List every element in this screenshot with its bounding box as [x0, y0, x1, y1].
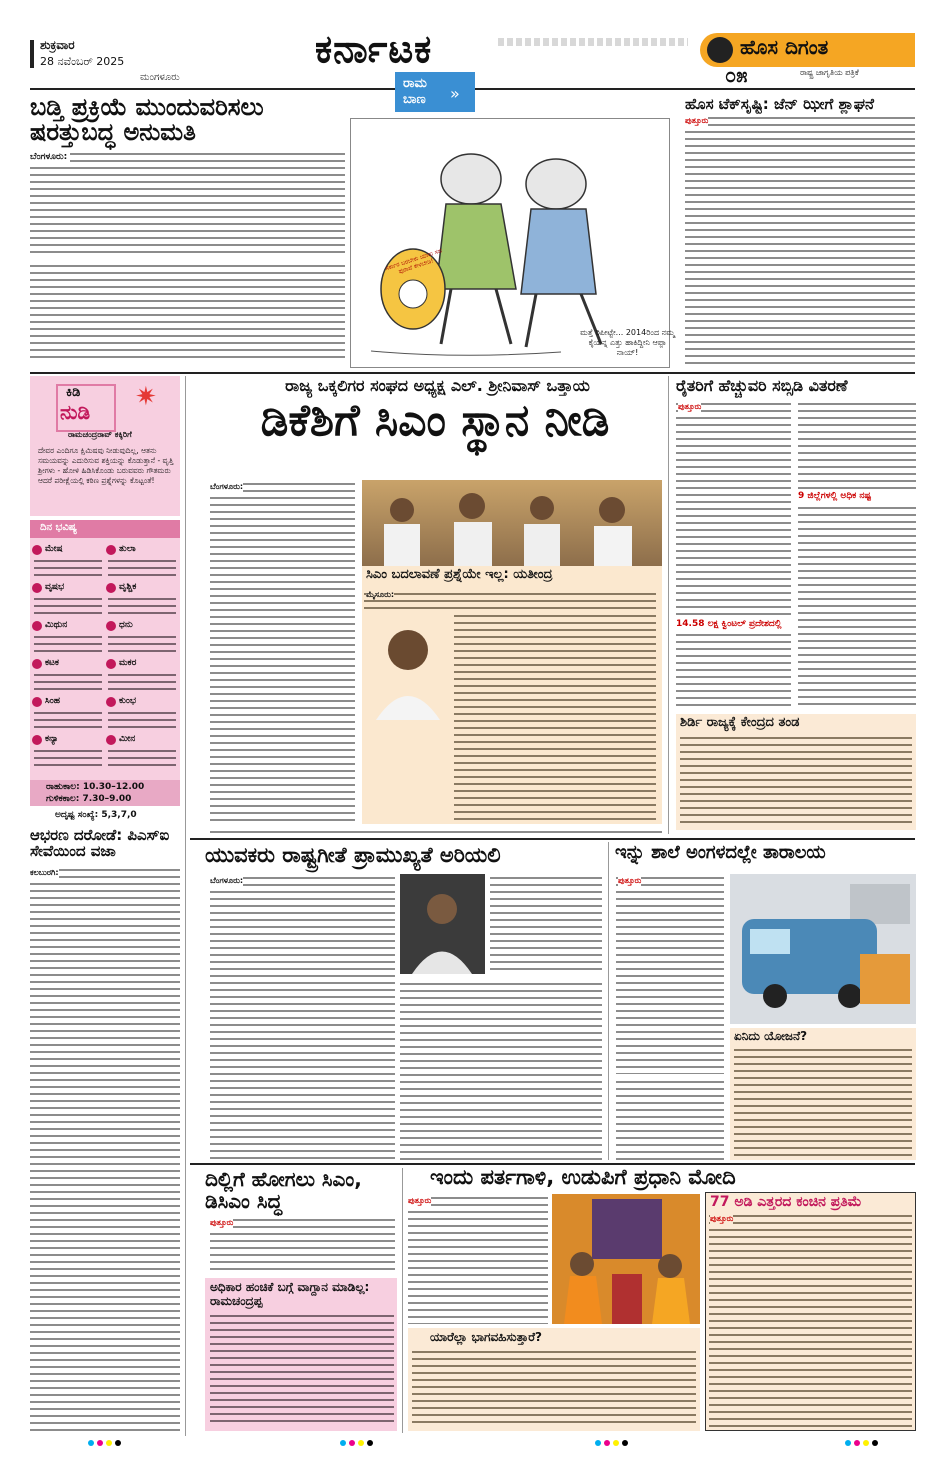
horoscope-sign-name: ಕನ್ಯಾ — [45, 734, 59, 744]
yathindra-body — [454, 612, 656, 822]
anthem-body-col2a — [490, 874, 602, 974]
horoscope-sign-name: ಮಕರ — [119, 658, 137, 668]
participants-body — [412, 1348, 696, 1428]
row-rule-1 — [30, 372, 915, 374]
horoscope-sign-name: ಮೇಷ — [45, 544, 63, 554]
scheme-body — [734, 1046, 912, 1158]
zodiac-icon — [32, 659, 42, 669]
horoscope-sign-name: ಮೀನ — [119, 734, 136, 744]
color-marks-3 — [595, 1440, 628, 1446]
horoscope-text — [108, 595, 176, 617]
horoscope-sign-name: ವೃಶ್ಚಿಕ — [119, 582, 137, 592]
delhi-body — [210, 1216, 395, 1274]
color-marks-1 — [88, 1440, 121, 1446]
col-divider-right — [668, 376, 669, 834]
modi-body — [408, 1194, 548, 1324]
logo-emblem-icon — [707, 37, 733, 63]
planetarium-van-image — [730, 874, 916, 1024]
horoscope-sign-name: ತುಲಾ — [119, 544, 136, 554]
dks-caption-lines — [210, 828, 662, 836]
cartoon-speech: ಮತ್ತೆ ರಿಪೀಟ್ಟೇ... 2014ರಿಂದ ನಮ್ಮ ಕೈಯನ್ನ ಎತ್ತು ಹಾಕಿದ್ದೀನಿ ಆಪ್ಪಾ ನಾಯ್! — [580, 328, 675, 357]
fertilizer-subhead2: 9 ಜಿಲ್ಲೆಗಳಲ್ಲಿ ಅಧಿಕ ನಷ್ಟ — [798, 491, 872, 501]
masthead-day: ಶುಕ್ರವಾರ — [40, 38, 75, 52]
team-body — [680, 734, 912, 828]
horoscope-text — [108, 671, 176, 693]
horoscope-sign — [106, 658, 178, 696]
horoscope-text — [108, 709, 176, 731]
anthem-headline: ಯುವಕರು ರಾಷ್ಟ್ರಗೀತೆ ಪ್ರಾಮುಖ್ಯತೆ ಅರಿಯಲಿ — [205, 843, 501, 867]
jewel-body — [30, 866, 180, 1431]
participants-title: ಯಾರೆಲ್ಲಾ ಭಾಗವಹಿಸುತ್ತಾರೆ? — [430, 1330, 542, 1344]
delhi-sub-body — [210, 1312, 394, 1427]
horoscope-sign — [32, 696, 104, 734]
ramabana-label: ರಾಮ ಬಾಣ — [403, 76, 427, 107]
col-divider-modi — [402, 1168, 403, 1433]
col-divider-plan — [608, 842, 609, 1160]
yathindra-headline: ಸಿಎಂ ಬದಲಾವಣೆ ಪ್ರಶ್ನೆಯೇ ಇಲ್ಲ: ಯತೀಂದ್ರ — [366, 567, 553, 582]
anthem-dateline: ಬೆಂಗಳೂರು: — [210, 876, 244, 885]
anthem-body-col2b — [400, 980, 602, 1160]
dks-photo-figures — [362, 480, 662, 566]
color-marks-2 — [340, 1440, 373, 1446]
zodiac-icon — [106, 545, 116, 555]
cartoon-placard-text: ಸರ್ಕಾರ ಬರಬೇಕು ಯಾರು ಸಹ ಪುರಾವೆ ಕೇಳಬೇಡಿ! — [384, 247, 443, 276]
modi-dateline: ಪುತ್ತೂರು — [408, 1196, 432, 1205]
modi-headline: ಇಂದು ಪರ್ತಗಾಳಿ, ಉಡುಪಿಗೆ ಪ್ರಧಾನಿ ಮೋದಿ — [430, 1165, 736, 1189]
zodiac-icon — [32, 697, 42, 707]
delhi-sub-headline: ಅಧಿಕಾರ ಹಂಚಿಕೆ ಬಗ್ಗೆ ವಾಗ್ದಾನ ಮಾಡಿಲ್ಲ: ರಾಮಚಂದ್ರಪ್ಪ — [210, 1280, 370, 1309]
horoscope-text — [108, 747, 176, 769]
fertilizer-dateline: ಪುತ್ತೂರು — [678, 402, 702, 411]
horoscope-sign — [32, 734, 104, 772]
horoscope-text — [108, 557, 176, 579]
modi-temple-image — [552, 1194, 700, 1324]
kidi-subtitle: ನುಡಿ — [60, 400, 91, 424]
horoscope-sign-name: ಮಿಥುನ — [45, 620, 68, 630]
paper-tagline: ರಾಷ್ಟ್ರ ಜಾಗೃತಿಯ ಪತ್ರಿಕೆ — [800, 68, 859, 77]
anthem-speaker-portrait — [400, 874, 485, 974]
gulikakala: ಗುಳಿಕಕಾಲ: 7.30–9.00 — [46, 794, 132, 804]
promotion-dateline: ಬೆಂಗಳೂರು: — [30, 152, 70, 162]
horoscope-title: ದಿನ ಭವಿಷ್ಯ — [40, 522, 77, 533]
zodiac-icon — [106, 735, 116, 745]
yathindra-dateline: ಮೈಸೂರು: — [366, 590, 395, 599]
zodiac-icon — [106, 697, 116, 707]
planetarium-body — [616, 874, 724, 1074]
horoscope-text — [34, 709, 102, 731]
planetarium-body-2 — [616, 1078, 724, 1160]
horoscope-text — [34, 557, 102, 579]
promotion-headline: ಬಡ್ತಿ ಪ್ರಕ್ರಿಯೆ ಮುಂದುವರಿಸಲು ಷರತ್ತುಬದ್ಧ ಅನುಮತಿ — [30, 93, 264, 147]
row-rule-2 — [190, 838, 915, 840]
jewel-dateline: ಕಲಬುರಗಿ: — [30, 868, 59, 877]
horoscope-text — [34, 595, 102, 617]
modi-photo — [552, 1194, 700, 1324]
yathindra-photo — [366, 612, 450, 720]
kidi-title: ಕಿಡಿ — [66, 385, 81, 400]
rahukala: ರಾಹುಕಾಲ: 10.30–12.00 — [46, 782, 145, 792]
tech-body — [685, 114, 915, 369]
horoscope-sign — [32, 620, 104, 658]
zodiac-icon — [106, 621, 116, 631]
yathindra-portrait — [366, 612, 450, 720]
masthead-date: 28 ನವೆಂಬರ್ 2025 — [40, 55, 125, 68]
horoscope-text — [34, 633, 102, 655]
paper-name: ಹೊಸ ದಿಗಂತ — [740, 35, 829, 59]
horoscope-sign — [32, 582, 104, 620]
horoscope-sign — [106, 696, 178, 734]
horoscope-sign — [106, 544, 178, 582]
zodiac-icon — [32, 735, 42, 745]
masthead-city: ಮಂಗಳೂರು — [140, 72, 180, 83]
dks-kicker: ರಾಜ್ಯ ಒಕ್ಕಲಿಗರ ಸಂಘದ ಅಧ್ಯಕ್ಷ ಎಲ್. ಶ್ರೀನಿವಾಸ್ ಒತ್ತಾಯ — [285, 376, 590, 395]
yathindra-body-top — [364, 590, 656, 610]
horoscope-sign-name: ಕಟಕ — [45, 658, 59, 668]
horoscope-sign-name: ಧನು — [119, 620, 133, 630]
section-title: ಕರ್ನಾಟಕ — [315, 27, 433, 71]
fertilizer-body-col2a — [798, 400, 916, 490]
horoscope-text — [34, 747, 102, 769]
horoscope-sign-name: ಸಿಂಹ — [45, 696, 61, 706]
masthead-stripe — [498, 38, 688, 46]
horoscope-right-column — [106, 544, 178, 772]
zodiac-icon — [32, 583, 42, 593]
dks-headline: ಡಿಕೆಶಿಗೆ ಸಿಎಂ ಸ್ಥಾನ ನೀಡಿ — [260, 395, 610, 446]
kidi-quote: ದೇವರ ಎಂದಿಗೂ ಕ್ಷಿಮಿಷವು ನೀಡುವುದಿಲ್ಲ, ಆತನು ಸಮಯವನ್ನು ಎದುರಿಸುವ ಶಕ್ತಿಯನ್ನು ಕೊಡುತ್ತಾನೆ - ವೃತ್ತಿ ಶ್ರೀಗಳು - ಹೋಳಿ ಹಿಡಿಸಿಕೊಂಡು ಬರುವವರು ಗೌತಮರು ಆದರೆ ಪರೀಕ್ಷೆಯಲ್ಲಿ ಕಠಿಣ ಪ್ರಶ್ನೆಗಳನ್ನು ಕೊಟ್ಟಂತೆ! — [38, 446, 174, 486]
horoscope-sign-name: ವೃಷಭ — [45, 582, 65, 592]
planetarium-photo — [730, 874, 916, 1024]
zodiac-icon — [106, 659, 116, 669]
fertilizer-body-col2b — [798, 504, 916, 710]
masthead-bar — [30, 40, 34, 68]
planetarium-headline: ಇನ್ನು ಶಾಲೆ ಅಂಗಳದಲ್ಲೇ ತಾರಾಲಯ — [615, 842, 826, 863]
anthem-photo — [400, 874, 485, 974]
planetarium-dateline: ಪುತ್ತೂರು — [618, 876, 642, 885]
horoscope-text — [34, 671, 102, 693]
spark-icon: ✷ — [135, 382, 157, 412]
horoscope-sign-name: ಕುಂಭ — [119, 696, 137, 706]
delhi-dateline: ಪುತ್ತೂರು — [210, 1218, 234, 1227]
zodiac-icon — [32, 621, 42, 631]
kidi-author: ರಾಮಚಂದ್ರರಾವ್ ಕಕ್ಕಿರಿಗೆ — [68, 430, 132, 439]
horoscope-left-column — [32, 544, 104, 772]
statue-body — [709, 1212, 912, 1427]
horoscope-sign — [32, 544, 104, 582]
arrow-icon: » — [450, 84, 460, 103]
fertilizer-headline: ರೈತರಿಗೆ ಹೆಚ್ಚುವರಿ ಸಬ್ಸಿಡಿ ವಿತರಣೆ — [676, 376, 848, 395]
anthem-body-col1 — [210, 874, 395, 1160]
dks-dateline: ಬೆಂಗಳೂರು: — [210, 482, 244, 491]
dks-photo — [362, 480, 662, 566]
zodiac-icon — [106, 583, 116, 593]
fertilizer-body-col1 — [676, 400, 791, 710]
horoscope-sign — [106, 582, 178, 620]
tech-dateline: ಪುತ್ತೂರು — [685, 116, 709, 125]
horoscope-sign — [32, 658, 104, 696]
statue-headline: 77 ಅಡಿ ಎತ್ತರದ ಕಂಚಿನ ಪ್ರತಿಮೆ — [710, 1194, 862, 1210]
promotion-body-2 — [30, 262, 345, 362]
sidebar-divider — [185, 376, 186, 1436]
lucky-number: ಅದೃಷ್ಟ ಸಂಖ್ಯೆ: 5,3,7,0 — [55, 810, 137, 820]
delhi-headline: ದಿಲ್ಲಿಗೆ ಹೋಗಲು ಸಿಎಂ, ಡಿಸಿಎಂ ಸಿದ್ಧ — [205, 1167, 362, 1214]
team-headline: ಶಿರ್ಡಿ ರಾಜ್ಯಕ್ಕೆ ಕೇಂದ್ರದ ತಂಡ — [680, 715, 800, 730]
zodiac-icon — [32, 545, 42, 555]
horoscope-text — [108, 633, 176, 655]
horoscope-sign — [106, 620, 178, 658]
jewel-headline: ಆಭರಣ ದರೋಡೆ: ಪಿಎಸ್ಐ ಸೇವೆಯಿಂದ ವಜಾ — [30, 826, 170, 860]
fertilizer-subhead1: 14.58 ಲಕ್ಷ ಕ್ವಿಂಟಲ್ ಪ್ರದೇಶದಲ್ಲಿ — [676, 620, 791, 629]
scheme-title: ಏನಿದು ಯೋಜನೆ? — [734, 1029, 808, 1043]
page-number: ೦೫ — [725, 63, 748, 87]
statue-dateline: ಪುತ್ತೂರು — [710, 1214, 734, 1223]
dks-body — [210, 480, 355, 825]
promotion-body — [30, 150, 345, 258]
tech-headline: ಹೊಸ ಟೆಕ್‌ಸೃಷ್ಟಿ: ಜೆನ್ ಝೀಗೆ ಶ್ಲಾಘನೆ — [685, 95, 874, 113]
color-marks-4 — [845, 1440, 878, 1446]
horoscope-sign — [106, 734, 178, 772]
